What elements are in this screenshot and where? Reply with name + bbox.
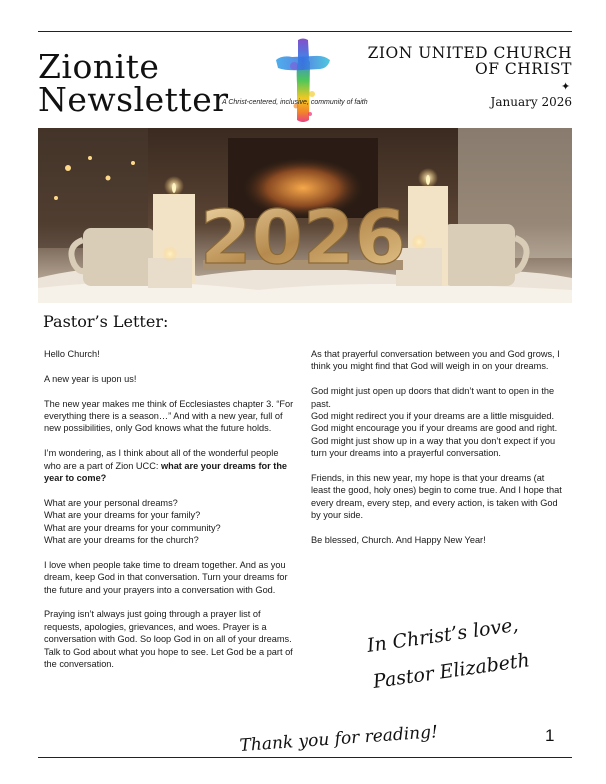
letter-column-left	[44, 348, 296, 683]
paragraph: A new year is upon us!	[44, 373, 137, 384]
might-line: God might just show up in a way that you don’t expect if you turn your dreams into a prayerful conversation.	[311, 435, 556, 459]
might-line: God might redirect you if your dreams are a little misguided.	[311, 411, 555, 422]
might-line: God might encourage you if your dreams are good and right.	[311, 423, 558, 434]
signature-line-2: Pastor Elizabeth	[371, 649, 532, 693]
church-name-line-1: ZION UNITED CHURCH	[367, 44, 572, 62]
signature-line-1: In Christ’s love,	[365, 613, 520, 657]
church-name-line-2: OF CHRIST	[474, 60, 572, 78]
bold-question: what are your dreams for the year to come?	[44, 460, 288, 484]
question-line: What are your dreams for the church?	[44, 535, 199, 546]
question-line: What are your personal dreams?	[44, 497, 178, 508]
bottom-rule	[38, 757, 572, 758]
greeting: Hello Church!	[44, 349, 100, 359]
might-line: God might just open up doors that didn’t want to open in the past.	[311, 386, 555, 409]
title-line-1: Zionite	[38, 47, 160, 86]
pastors-letter-heading: Pastor’s Letter:	[43, 312, 169, 331]
paragraph: The new year makes me think of Ecclesiastes chapter 3. “For everything there is a season…” And with a new year, full of new possibilities, only God knows what the future holds.	[44, 398, 294, 434]
tagline: A Christ-centered, inclusive, community of faith	[222, 99, 368, 106]
paragraph: Be blessed, Church. And Happy New Year!	[311, 535, 486, 546]
watercolor-cross-logo	[272, 36, 334, 124]
paragraph: I love when people take time to dream together. And as you dream, keep God in that conversation. Turn your dreams for the future and your prayers into a conversation with God.	[44, 559, 288, 595]
top-rule	[38, 31, 572, 32]
issue-date: January 2026	[490, 95, 572, 109]
thank-you-text: Thank you for reading!	[238, 722, 439, 756]
question-line: What are your dreams for your family?	[44, 510, 201, 521]
thank-you-note	[238, 722, 439, 766]
paragraph	[44, 447, 296, 484]
sparkle-icon: ✦	[561, 81, 571, 93]
church-name	[368, 45, 572, 77]
hero-image-2026-candles	[38, 128, 572, 303]
newsletter-title	[38, 47, 229, 119]
paragraph: As that prayerful conversation between you and God grows, I think you might find that God will weigh in on your dreams.	[311, 349, 560, 372]
paragraph: Praying isn’t always just going through a prayer list of requests, apologies, grievances, and woes. Prayer is a conversation with God. So loop God in on all of your dreams. Talk to God about what you hope to see. Let God be a part of the conversation.	[44, 609, 293, 670]
question-line: What are your dreams for your community?	[44, 522, 221, 533]
paragraph: Friends, in this new year, my hope is that your dreams (at least the good, holy ones) begin to come true. And I hope that every dream, every step, and every action, is taken with God by your side.	[311, 473, 562, 521]
hero-year-numerals: 2026	[200, 195, 406, 281]
letter-column-right	[311, 348, 563, 559]
paragraph-text: I’m wondering, as I think about all of the wonderful people who are a part of Zion UCC:	[44, 448, 279, 471]
pastor-signature	[365, 613, 532, 706]
title-line-2: Newsletter	[38, 80, 229, 119]
page-number: 1	[545, 726, 555, 745]
